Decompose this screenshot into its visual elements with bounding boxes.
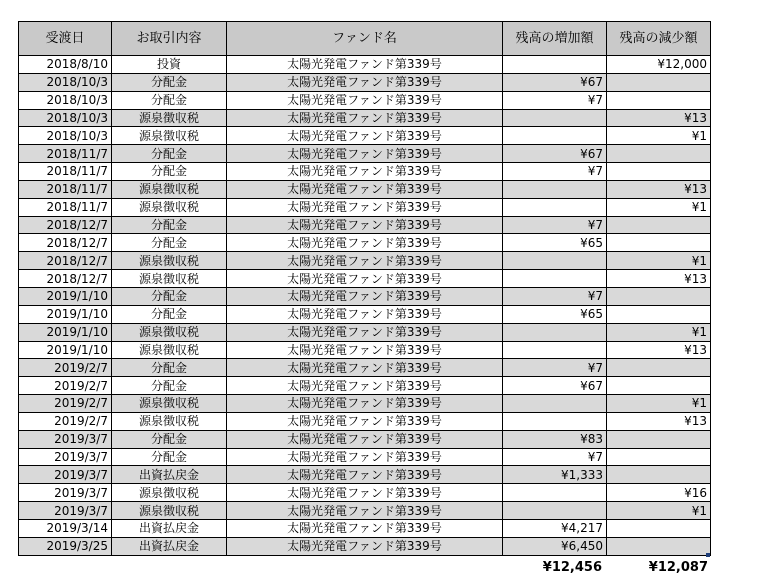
- table-row: [19, 145, 711, 163]
- cell-date: 2019/2/7: [19, 377, 112, 395]
- cell-fund: 太陽光発電ファンド第339号: [227, 305, 503, 323]
- cell-type: 源泉徴収税: [112, 395, 227, 413]
- cell-inc: [503, 127, 607, 145]
- table-row: [19, 430, 711, 448]
- cell-fund: 太陽光発電ファンド第339号: [227, 537, 503, 555]
- total-decrease: ¥12,087: [648, 560, 708, 575]
- cell-type: 源泉徴収税: [112, 502, 227, 520]
- table-row: [19, 395, 711, 413]
- cell-inc: ¥7: [503, 91, 607, 109]
- cell-inc: ¥7: [503, 359, 607, 377]
- cell-date: 2019/3/7: [19, 430, 112, 448]
- table-row: [19, 484, 711, 502]
- cell-inc: ¥67: [503, 145, 607, 163]
- table-row: [19, 109, 711, 127]
- cell-inc: ¥6,450: [503, 537, 607, 555]
- cell-type: 源泉徴収税: [112, 252, 227, 270]
- cell-fund: 太陽光発電ファンド第339号: [227, 198, 503, 216]
- cell-date: 2019/1/10: [19, 287, 112, 305]
- table-row: [19, 287, 711, 305]
- cell-date: 2019/3/7: [19, 466, 112, 484]
- cell-dec: ¥1: [607, 252, 711, 270]
- table-row: [19, 448, 711, 466]
- cell-date: 2019/3/25: [19, 537, 112, 555]
- cell-date: 2019/3/7: [19, 448, 112, 466]
- cell-inc: [503, 341, 607, 359]
- cell-inc: ¥7: [503, 163, 607, 181]
- cell-dec: [607, 73, 711, 91]
- cell-inc: [503, 323, 607, 341]
- table-row: [19, 502, 711, 520]
- cell-date: 2019/3/14: [19, 519, 112, 537]
- header-increase: 残高の増加額: [503, 22, 607, 56]
- cell-type: 分配金: [112, 287, 227, 305]
- cell-inc: ¥7: [503, 448, 607, 466]
- selection-handle[interactable]: [706, 553, 710, 557]
- cell-dec: [607, 145, 711, 163]
- cell-type: 出資払戻金: [112, 466, 227, 484]
- cell-dec: [607, 234, 711, 252]
- cell-fund: 太陽光発電ファンド第339号: [227, 216, 503, 234]
- cell-type: 源泉徴収税: [112, 109, 227, 127]
- total-increase: ¥12,456: [542, 560, 602, 575]
- cell-inc: ¥7: [503, 287, 607, 305]
- cell-inc: [503, 484, 607, 502]
- cell-fund: 太陽光発電ファンド第339号: [227, 270, 503, 288]
- cell-inc: ¥4,217: [503, 519, 607, 537]
- cell-fund: 太陽光発電ファンド第339号: [227, 502, 503, 520]
- table-row: [19, 537, 711, 555]
- cell-date: 2018/10/3: [19, 91, 112, 109]
- cell-inc: ¥7: [503, 216, 607, 234]
- cell-inc: ¥65: [503, 234, 607, 252]
- cell-inc: [503, 180, 607, 198]
- cell-type: 分配金: [112, 430, 227, 448]
- cell-date: 2018/12/7: [19, 234, 112, 252]
- cell-dec: [607, 519, 711, 537]
- cell-fund: 太陽光発電ファンド第339号: [227, 287, 503, 305]
- header-fund: ファンド名: [227, 22, 503, 56]
- cell-date: 2018/11/7: [19, 198, 112, 216]
- cell-type: 源泉徴収税: [112, 270, 227, 288]
- cell-fund: 太陽光発電ファンド第339号: [227, 109, 503, 127]
- cell-inc: [503, 56, 607, 74]
- cell-type: 投資: [112, 56, 227, 74]
- header-type: お取引内容: [112, 22, 227, 56]
- cell-dec: ¥1: [607, 395, 711, 413]
- cell-date: 2018/12/7: [19, 270, 112, 288]
- table-row: [19, 127, 711, 145]
- cell-type: 源泉徴収税: [112, 484, 227, 502]
- cell-date: 2018/8/10: [19, 56, 112, 74]
- table-row: [19, 91, 711, 109]
- cell-dec: [607, 216, 711, 234]
- cell-date: 2018/12/7: [19, 216, 112, 234]
- table-row: [19, 341, 711, 359]
- cell-date: 2018/11/7: [19, 180, 112, 198]
- cell-fund: 太陽光発電ファンド第339号: [227, 484, 503, 502]
- cell-date: 2019/3/7: [19, 502, 112, 520]
- cell-type: 分配金: [112, 359, 227, 377]
- table-row: [19, 359, 711, 377]
- cell-fund: 太陽光発電ファンド第339号: [227, 377, 503, 395]
- cell-type: 分配金: [112, 234, 227, 252]
- cell-dec: [607, 537, 711, 555]
- cell-dec: [607, 359, 711, 377]
- cell-inc: ¥67: [503, 73, 607, 91]
- cell-type: 分配金: [112, 377, 227, 395]
- cell-fund: 太陽光発電ファンド第339号: [227, 519, 503, 537]
- cell-inc: [503, 198, 607, 216]
- table-row: [19, 252, 711, 270]
- cell-date: 2018/10/3: [19, 109, 112, 127]
- table-row: [19, 466, 711, 484]
- cell-fund: 太陽光発電ファンド第339号: [227, 73, 503, 91]
- table-row: [19, 234, 711, 252]
- cell-type: 出資払戻金: [112, 537, 227, 555]
- table-row: [19, 270, 711, 288]
- cell-fund: 太陽光発電ファンド第339号: [227, 412, 503, 430]
- cell-type: 分配金: [112, 305, 227, 323]
- transaction-table: [18, 21, 711, 556]
- cell-type: 出資払戻金: [112, 519, 227, 537]
- cell-fund: 太陽光発電ファンド第339号: [227, 395, 503, 413]
- cell-dec: [607, 430, 711, 448]
- cell-dec: ¥13: [607, 412, 711, 430]
- cell-dec: ¥13: [607, 341, 711, 359]
- cell-inc: [503, 252, 607, 270]
- cell-inc: ¥1,333: [503, 466, 607, 484]
- cell-dec: [607, 91, 711, 109]
- cell-fund: 太陽光発電ファンド第339号: [227, 252, 503, 270]
- cell-type: 分配金: [112, 145, 227, 163]
- cell-date: 2019/2/7: [19, 359, 112, 377]
- cell-date: 2019/2/7: [19, 395, 112, 413]
- cell-dec: ¥1: [607, 502, 711, 520]
- cell-fund: 太陽光発電ファンド第339号: [227, 234, 503, 252]
- table-row: [19, 377, 711, 395]
- table-row: [19, 163, 711, 181]
- table-row: [19, 73, 711, 91]
- cell-fund: 太陽光発電ファンド第339号: [227, 466, 503, 484]
- cell-date: 2018/11/7: [19, 163, 112, 181]
- cell-type: 源泉徴収税: [112, 180, 227, 198]
- cell-dec: ¥1: [607, 127, 711, 145]
- cell-inc: [503, 270, 607, 288]
- cell-dec: ¥13: [607, 270, 711, 288]
- cell-type: 源泉徴収税: [112, 127, 227, 145]
- cell-fund: 太陽光発電ファンド第339号: [227, 163, 503, 181]
- cell-type: 分配金: [112, 216, 227, 234]
- cell-date: 2019/1/10: [19, 341, 112, 359]
- cell-type: 分配金: [112, 448, 227, 466]
- cell-dec: ¥13: [607, 180, 711, 198]
- cell-dec: ¥12,000: [607, 56, 711, 74]
- cell-fund: 太陽光発電ファンド第339号: [227, 56, 503, 74]
- cell-dec: [607, 163, 711, 181]
- table-row: [19, 56, 711, 74]
- cell-date: 2019/1/10: [19, 305, 112, 323]
- cell-dec: ¥1: [607, 198, 711, 216]
- cell-type: 源泉徴収税: [112, 341, 227, 359]
- cell-dec: [607, 466, 711, 484]
- cell-dec: [607, 287, 711, 305]
- header-row: [19, 22, 711, 56]
- cell-dec: ¥16: [607, 484, 711, 502]
- table-row: [19, 180, 711, 198]
- cell-dec: ¥13: [607, 109, 711, 127]
- cell-fund: 太陽光発電ファンド第339号: [227, 448, 503, 466]
- table-body: [19, 56, 711, 556]
- header-date: 受渡日: [19, 22, 112, 56]
- cell-fund: 太陽光発電ファンド第339号: [227, 180, 503, 198]
- cell-fund: 太陽光発電ファンド第339号: [227, 359, 503, 377]
- cell-inc: [503, 502, 607, 520]
- cell-type: 分配金: [112, 73, 227, 91]
- header-decrease: 残高の減少額: [607, 22, 711, 56]
- cell-type: 分配金: [112, 163, 227, 181]
- cell-fund: 太陽光発電ファンド第339号: [227, 341, 503, 359]
- cell-date: 2018/11/7: [19, 145, 112, 163]
- cell-date: 2018/10/3: [19, 127, 112, 145]
- cell-dec: [607, 448, 711, 466]
- cell-inc: [503, 109, 607, 127]
- cell-inc: [503, 395, 607, 413]
- cell-inc: ¥83: [503, 430, 607, 448]
- cell-inc: ¥67: [503, 377, 607, 395]
- cell-type: 源泉徴収税: [112, 198, 227, 216]
- cell-date: 2019/1/10: [19, 323, 112, 341]
- cell-dec: [607, 377, 711, 395]
- table-row: [19, 198, 711, 216]
- table-row: [19, 216, 711, 234]
- cell-fund: 太陽光発電ファンド第339号: [227, 430, 503, 448]
- cell-date: 2018/12/7: [19, 252, 112, 270]
- cell-fund: 太陽光発電ファンド第339号: [227, 127, 503, 145]
- cell-date: 2019/3/7: [19, 484, 112, 502]
- cell-date: 2019/2/7: [19, 412, 112, 430]
- cell-fund: 太陽光発電ファンド第339号: [227, 91, 503, 109]
- cell-fund: 太陽光発電ファンド第339号: [227, 145, 503, 163]
- table-row: [19, 412, 711, 430]
- cell-type: 分配金: [112, 91, 227, 109]
- cell-dec: ¥1: [607, 323, 711, 341]
- cell-date: 2018/10/3: [19, 73, 112, 91]
- table-row: [19, 323, 711, 341]
- table-row: [19, 519, 711, 537]
- cell-inc: ¥65: [503, 305, 607, 323]
- table-row: [19, 305, 711, 323]
- cell-type: 源泉徴収税: [112, 412, 227, 430]
- cell-fund: 太陽光発電ファンド第339号: [227, 323, 503, 341]
- cell-dec: [607, 305, 711, 323]
- cell-inc: [503, 412, 607, 430]
- cell-type: 源泉徴収税: [112, 323, 227, 341]
